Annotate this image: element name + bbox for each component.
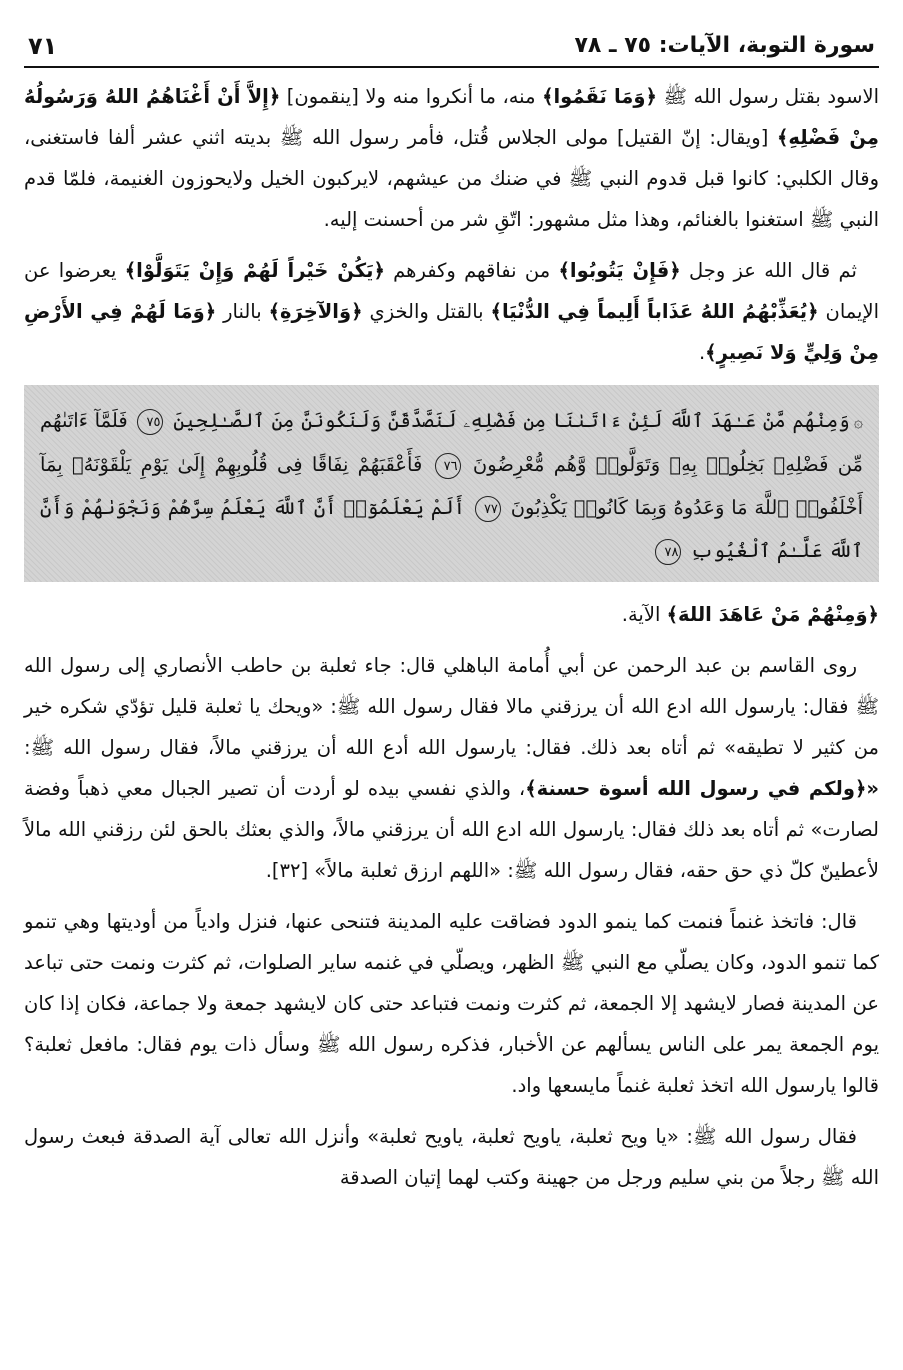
page-number: ٧١ <box>28 32 58 60</box>
hizb-star-icon: ۞ <box>853 412 864 431</box>
paragraph-text: قال: فاتخذ غنماً فنمت كما ينمو الدود فضاقت عليه المدينة فتنحى عنها، فنزل وادياً من أوديتها وهي تنمو كما تنمو الدود، وكان يصلّي مع النبي ﷺ الظهر، ويصلّي في غنمه ساير الصلوات، ثم كثرت ونمت حتى تباعد عن المدينة فصار لايشهد إلا الجمعة، ثم كثرت ونمت فتباعد حتى كان لايشهد جمعة ولا جماعة، فكان إذا كان يوم الجمعة يمر على الناس يسألهم عن الأخبار، فذكره رسول الله ﷺ وسأل ذات يوم فقال: مافعل ثعلبة؟ قالوا يارسول الله اتخذ ثعلبة غنماً مايسعها واد. <box>24 910 879 1097</box>
ayah-text: أَلَمْ يَعْلَمُوٓا۟ أَنَّ ٱللَّهَ يَعْلَمُ سِرَّهُمْ وَنَجْوَىٰهُمْ وَأَنَّ ٱللَّهَ عَلَّـٰمُ ٱلْغُيُوبِ <box>40 496 863 562</box>
paragraph-text: من نفاقهم وكفرهم <box>384 259 559 282</box>
ayah-text: فَلَمَّآ ءَاتَىٰهُم مِّن فَضْلِهِۦ بَخِلُوا۟ بِهِۦ وَتَوَلَّوا۟ وَّهُم مُّعْرِضُونَ <box>40 409 863 476</box>
ayah-text: فَأَعْقَبَهُمْ نِفَاقًا فِى قُلُوبِهِمْ إِلَىٰ يَوْمِ يَلْقَوْنَهُۥ بِمَآ أَخْلَفُوا۟ ٱللَّهَ مَا وَعَدُوهُ وَبِمَا كَانُوا۟ يَكْذِبُونَ <box>40 453 864 519</box>
surah-title: سورة التوبة، الآيات: ٧٥ ـ ٧٨ <box>574 33 875 58</box>
running-header <box>24 22 879 68</box>
paragraph-text: ، والذي نفسي بيده لو أردت أن تصير الجبال معي ذهباً وفضة لصارت» ثم أتاه بعد ذلك فقال: يارسول الله ادع الله أن يرزقني مالاً، والذي بعثك بالحق لئن رزقني الله مالاً لأعطينّ كلّ ذي حق حقه، فقال رسول الله ﷺ: «اللهم ارزق ثعلبة مالاً» [٣٢]. <box>24 777 879 882</box>
paragraph-text: بالنار <box>216 300 269 323</box>
commentary-paragraph <box>24 1116 879 1198</box>
commentary-paragraph <box>24 250 879 373</box>
quran-quote: ﴿وَمَا لَهُمْ فِي الأَرْضِ مِنْ وَلِيٍّ وَلا نَصِيرٍ﴾ <box>24 300 879 364</box>
paragraph-text: يعرضوا عن الإيمان <box>24 259 880 323</box>
commentary-paragraph <box>24 76 879 240</box>
quran-quote: ﴿يَكُنْ خَيْراً لَهُمْ وَإِنْ يَتَوَلَّوْا﴾ <box>124 259 385 282</box>
commentary-before <box>24 76 879 373</box>
paragraph-text: منه، ما أنكروا منه ولا [ينقمون] <box>280 85 543 108</box>
paragraph-text: بالقتل والخزي <box>362 300 491 323</box>
quran-quote: ﴿وَمَا نَقَمُوا﴾ <box>542 85 657 108</box>
quran-quote: ﴿يُعَذِّبْهُمُ اللهُ عَذَاباً أَلِيماً فِي الدُّنْيَا﴾ <box>490 300 819 323</box>
paragraph-text: روى القاسم بن عبد الرحمن عن أبي أُمامة الباهلي قال: جاء ثعلبة بن حاطب الأنصاري إلى رسول الله ﷺ فقال: يارسول الله ادع الله أن يرزقني مالا فقال رسول الله ﷺ: «ويحك يا ثعلبة قليل تؤدّي شكره خير من كثير لا تطيقه» ثم أتاه بعد ذلك. فقال: يارسول الله أدع الله أن يرزقني مالاً، فقال رسول الله ﷺ: <box>24 654 879 759</box>
quran-quote: ﴿وَالآخِرَةِ﴾ <box>268 300 363 323</box>
paragraph-text: ثم قال الله عز وجل <box>680 259 857 282</box>
paragraph-text: [ويقال: إنّ القتيل] مولى الجلاس قُتل، فأمر رسول الله ﷺ بديته اثني عشر ألفا فاستغنى، وقال الكلبي: كانوا قبل قدوم النبي ﷺ في ضنك من عيشهم، لايركبون الخيل ولايحوزون الغنيمة، فلمّا قدم النبي ﷺ استغنوا بالغنائم، وهذا مثل مشهور: اتّقِ شر من أحسنت إليه. <box>24 126 879 231</box>
quran-quote: ﴿إِلاَّ أَنْ أَغْنَاهُمُ اللهُ وَرَسُولُهُ مِنْ فَضْلِهِ﴾ <box>24 85 879 149</box>
ayah-number-marker: ٧٧ <box>475 496 501 522</box>
quran-verses <box>40 399 863 572</box>
paragraph-text: . <box>698 341 706 364</box>
ayah-text: وَمِنْهُم مَّنْ عَـٰهَدَ ٱللَّهَ لَئِنْ ءَاتَىٰنَا مِن فَضْلِهِۦ لَنَصَّدَّقَنَّ وَلَنَكُونَنَّ مِنَ ٱلصَّـٰلِحِينَ <box>173 409 850 432</box>
commentary-paragraph <box>24 594 879 635</box>
quran-quote: «﴿ولكم في رسول الله أسوة حسنة﴾ <box>525 777 879 800</box>
quran-quote: ﴿وَمِنْهُمْ مَنْ عَاهَدَ اللهَ﴾ <box>666 603 879 626</box>
paragraph-text: فقال رسول الله ﷺ: «يا ويح ثعلبة، ياويح ثعلبة، ياويح ثعلبة» وأنزل الله تعالى آية الصدقة فبعث رسول الله ﷺ رجلاً من بني سليم ورجل من جهينة وكتب لهما إتيان الصدقة <box>24 1125 879 1189</box>
commentary-paragraph <box>24 901 879 1106</box>
ayah-number-marker: ٧٥ <box>137 409 163 435</box>
commentary-paragraph <box>24 645 879 891</box>
paragraph-text: الآية. <box>621 603 667 626</box>
commentary-after <box>24 594 879 1198</box>
paragraph-text: الاسود بقتل رسول الله ﷺ <box>656 85 879 108</box>
ayah-number-marker: ٧٦ <box>435 453 461 479</box>
quran-verses-box <box>24 385 879 582</box>
ayah-number-marker: ٧٨ <box>655 539 681 565</box>
page-content <box>24 68 879 1198</box>
quran-quote: ﴿فَإِنْ يَتُوبُوا﴾ <box>558 259 681 282</box>
